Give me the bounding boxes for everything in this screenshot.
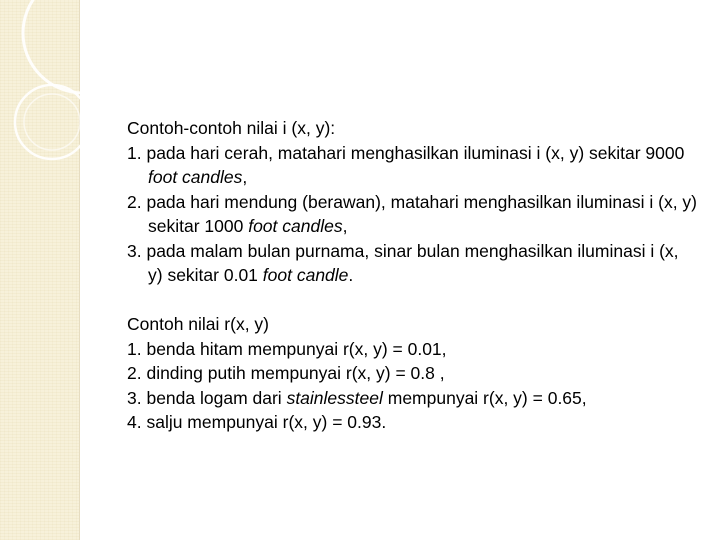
section1-item [127,190,697,239]
item-emphasis: stainlessteel [286,387,383,408]
section2-item [127,361,697,386]
section2-list [127,337,697,435]
item-text: 2. dinding putih mempunyai r(x, y) = 0.8 , [127,363,445,383]
deco-circle-small [15,85,89,159]
item-text: 3. benda logam dari [127,387,287,408]
section1-item [127,141,697,190]
item-text: 1. pada hari cerah, matahari menghasilkan iluminasi i (x, y) sekitar 9000 [127,142,685,163]
section1-list [127,141,697,288]
section2-item [127,410,697,435]
slide-content [127,116,697,435]
item-suffix: , [242,167,248,187]
deco-circle-inner [24,94,80,150]
section1-heading: Contoh-contoh nilai i (x, y): [127,118,336,138]
item-emphasis: foot candles [148,167,243,187]
item-emphasis: foot candle [262,265,349,285]
section-spacer [127,288,697,313]
item-suffix: . [348,265,354,285]
item-suffix: , [342,216,348,236]
section2-item [127,337,697,362]
section2-item [127,386,697,411]
section2-heading: Contoh nilai r(x, y) [127,314,269,334]
item-suffix: mempunyai r(x, y) = 0.65, [382,387,587,408]
section1-item [127,239,697,288]
item-text: 3. pada malam bulan purnama, sinar bulan menghasilkan iluminasi i (x, y) sekitar 0.01 [127,240,679,285]
item-text: 2. pada hari mendung (berawan), matahari menghasilkan iluminasi i (x, y) sekitar 1000 [127,191,697,236]
item-text: 1. benda hitam mempunyai r(x, y) = 0.01, [127,338,447,359]
item-text: 4. salju mempunyai r(x, y) = 0.93. [127,412,387,432]
deco-circle-large [23,0,143,93]
item-emphasis: foot candles [248,216,343,236]
